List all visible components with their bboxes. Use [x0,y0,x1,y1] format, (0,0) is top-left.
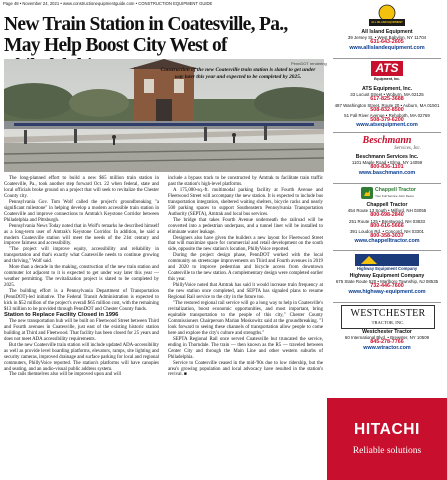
hitachi-logo: HITACHI [354,421,420,438]
ad-address: 675 State Route 520 • Marlboro Township, NJ 08535 [335,279,439,285]
ad-address: 51 Fall River Avenue • Rehoboth, MA 02769 [344,113,430,119]
ad-beschmann [327,155,447,176]
highway-logo-icon [355,254,419,266]
ad-address: 454 Route 13 South • Milford, NH 03055 [347,208,427,214]
beschmann-logo-sub: Services, Inc. [394,146,421,151]
ad-phone: 800-836-1101 [370,164,404,171]
paragraph: PhillyVoice noted that Amtrak has said it would increase train frequency at the new station once completed, and SEPTA has signaled plans to resume Regional Rail service to the city in the future too. [168,283,323,301]
ad-phone: 800-616-5666 [370,222,404,229]
article-column-2 [168,176,323,378]
paragraph: SEPTA Regional Rail once served Coatesville but truncated the service, ending in Thorndale. The train — then known as the R5 — traveled between Center City and through the Main Line and other western suburbs of Philadelphia. [168,336,323,360]
article-subhead: Station to Replace Facility Closed in 1996 [4,311,119,318]
paragraph: Pennsylvania News Today noted that in Wolf's remarks he described himself as a long-term user of Amtrak's Keystone Corridor. In addition, he said a modern Coatesville station will meet the needs of the 21st century and improve fairness and accessibility. [4,223,159,247]
ad-highway-equipment [327,274,447,295]
ad-address: 39 Jersey St. • West Babylon, NY 11704 [347,35,427,41]
paragraph: More than a decade in the making, construction of the new train station and commuter lot adjacent to it is expected to get under way later this year — weather permitting. The revitalization project is slated to be completed by 2025. [4,265,159,289]
article-column-1 [4,176,159,378]
ad-phone: 800-358-3037 [370,233,404,240]
paragraph: The building effort is a Pennsylvania Department of Transportation (PennDOT)-led initiative. The Federal Transit Administration is expected to kick in $52 million of the project's overall $65 million cost, with the remaining $13 million to be provided through PennDOT and Chester County funds. [4,289,159,312]
ad-chappell-tractor [327,203,447,245]
ad-phone: 800-698-2840 [370,212,404,219]
paragraph: The bridge that takes Fourth Avenue underneath the railroad will be converted into a pedestrian underpass, and a tunnel liner will be installed to eliminate water leakage. [168,217,323,235]
ad-address: 391 Loudon Rd. • Concord, NH 03301 [349,229,425,235]
beschmann-logo [353,135,421,153]
highway-logo [355,253,419,273]
westchester-logo-text: WESTCHESTER [350,308,426,319]
hitachi-tagline: Reliable solutions [352,446,422,456]
ad-name: Chappell Tractor [366,202,408,208]
paragraph: "The restored regional rail service will go a long way to help in Coatesville's revitalization, boost economic opportunities, and most important, bring equitable transportation to the people of this city," Chester County Commissioners Chairperson Marian Moskowitz said at the groundbreaking. "I look forward to seeing these channels of transportation allow people to come here and explore the city's culture and strengths." [168,301,323,336]
westchester-logo [341,305,435,329]
ad-phone: 617-825-3688 [370,96,404,103]
ad-address: 487 Washington Street, Route 20 • Auburn, MA 01501 [334,102,440,108]
ad-website-link[interactable]: www.baschmann.com [358,169,416,176]
all-island-logo [367,4,407,28]
deer-icon [361,187,373,199]
ad-name: Highway Equipment Company [349,273,425,279]
ad-address: 1101 Maple Road • Elma, NY 14059 [351,160,423,166]
divider [333,183,441,184]
ad-name: Westchester Tractor [362,329,412,335]
ad-phone: 508-379-6200 [370,117,404,124]
headline: New Train Station in Coatesville, Pa., May Help Boost City West of [4,14,288,56]
divider [333,132,441,133]
photo-caption: Construction of the new Coatesville train station is slated to get under way later this year and expected to be completed by 2025. [160,67,316,80]
ad-phone: 508-832-8500 [370,106,404,113]
paragraph: A 175,000-sq.-ft. multimodal parking facility at Fourth Avenue and Fleetwood Street will accompany the new station. It is expected to include bus transportation integration, sheltered waiting shelters, bicycle racks and nearly 500 parking spaces to support Southeastern Pennsylvania Transportation Authority (SEPTA), Amtrak and local bus services. [168,187,323,217]
ad-website-link[interactable]: www.atsequipment.com [356,122,418,129]
paragraph: But the new Coatesville train station will include updated ADA-accessibility as well as provide level boarding platforms, elevators, ramps, site lighting and security cameras, improved drainage and surface parking for local and regional commuters, PhillyVoice reported. The station's platforms will have canopies and seating, and an audio-visual public address system. [4,342,159,372]
ad-address: 60 International Blvd. • Brewster, NY 10509 [344,335,430,341]
ad-ats-equipment [327,87,447,129]
paragraph: During the project design phase, PennDOT worked with the local community on streetscape improvements on Third and Fourth avenues in 2019 and 2020 to improve pedestrian and bicycle access from downtown Coatesville to the new station. A complementary design were completed earlier this year. [168,253,323,283]
chappell-logo [361,186,416,202]
all-island-logo-text: ALL ISLAND EQUIPMENT [371,21,403,24]
divider [333,250,441,251]
paragraph: The rails themselves also will be improved upon and will [9,372,122,378]
paragraph: "The project will improve equity, accessibility and reliability in transportation and that's exactly what Coatesville needs to continue growing and thriving," Wolf said. [4,247,159,265]
ad-website-link[interactable]: www.chappelltractor.com [354,238,420,245]
ad-phone: 631-643-2605 [370,39,404,46]
highway-logo-text: Highway Equipment Company [356,266,418,271]
hitachi-ad[interactable] [327,398,447,480]
paragraph: Service to Coatesville ceased in the mid-'90s due to low ridership, but the area's growing population and local advocacy have resulted in the station's revival. ■ [168,360,323,378]
ad-name: ATS Equipment, Inc. [361,86,413,92]
paragraph: The long-planned effort to build a new $65 million train station in Coatesville, Pa., took another step forward Oct. 22 when federal, state and local officials broke ground on a project that will seek to revitalize the Chester County city. [4,176,159,199]
paragraph: The new transportation hub will be built on Fleetwood Street between Third and Fourth avenues in Coatesville, just east of the existing historic station building at Third and Fleetwood. That facility has been closed for 25 years and does not meet ADA accessibility requirements. [4,318,159,342]
ad-all-island [327,30,447,51]
page-topline: Page 48 • November 24, 2021 • www.constructionequipmentguide.com • CONSTRUCTION EQUIPMENT GUIDE [3,1,213,6]
divider [333,302,441,303]
ats-logo-sub: Equipment, Inc. [373,77,401,81]
westchester-logo-sub: TRACTOR, INC. [371,320,405,325]
chappell-logo-text: Chappell Tractor [375,187,416,193]
ad-website-link[interactable]: www.wtractor.com [363,344,411,351]
paragraph: Designers also have given the builders a new layout for Fleetwood Street that will maximize space for commercial and retail development on the south side, opposite the new station's location, PhillyVoice reported. [168,235,323,253]
ats-logo [371,61,403,85]
ad-name: Beschmann Services Inc. [355,154,419,160]
ad-phone: 732-446-7600 [370,283,404,290]
photo-credit: PennDOT rendering [291,61,327,66]
paragraph: include a bypass track to be constructed by Amtrak to facilitate train traffic past the station's high-level platforms. [168,176,323,187]
ad-phone: 845-278-7766 [370,339,404,346]
ad-westchester-tractor [327,330,447,351]
dealer-sidebar [327,0,447,480]
ad-address: 33 Locust Street • Woburn, MA 02125 [350,92,424,98]
ats-logo-mark: ATS [371,61,403,76]
ad-website-link[interactable]: www.highway-equipment.com [348,288,426,295]
ad-address: 251 Route 125 • Brentwood, NH 03833 [349,218,425,224]
paragraph: Pennsylvania Gov. Tom Wolf called the project's groundbreaking "a significant milestone" in helping develop a modern accessible train station in Coatesville and improve connections to Amtrak's Keystone Corridor between Philadelphia and Pittsburgh. [4,199,159,223]
chappell-logo-sub: Your Full Service John Deere [375,194,414,198]
ad-name: All Island Equipment [361,29,413,35]
beschmann-logo-text: Beschmann [362,135,412,146]
divider [333,58,441,59]
ad-website-link[interactable]: www.allislandequipment.com [349,44,425,51]
